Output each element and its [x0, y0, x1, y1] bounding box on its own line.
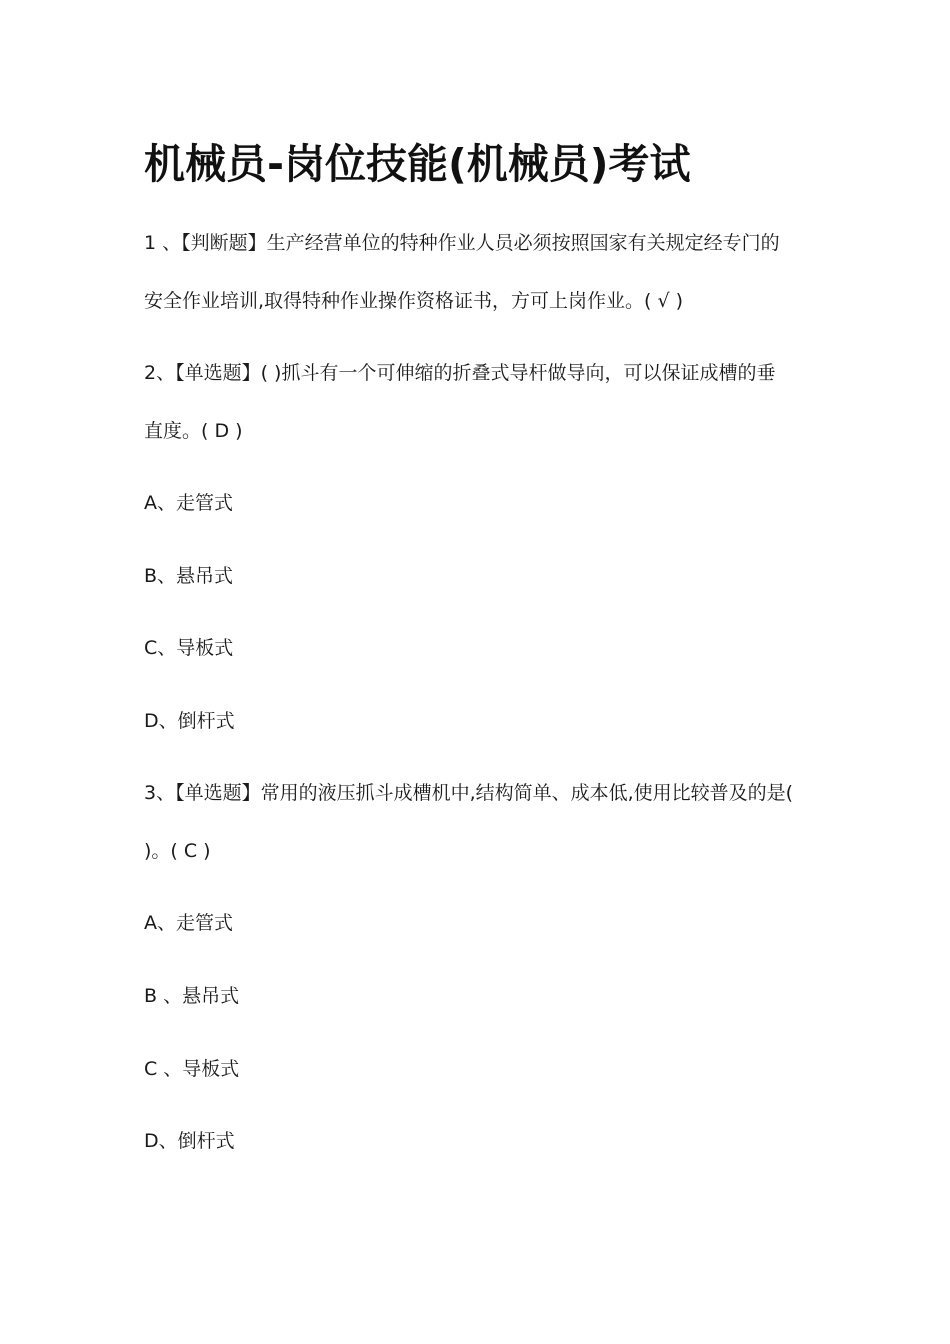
- question-1-text-line-1: 1 、【判断题】生产经营单位的特种作业人员必须按照国家有关规定经专门的: [144, 232, 780, 254]
- question-3-text-line-1: 3、【单选题】常用的液压抓斗成槽机中,结构简单、成本低,使用比较普及的是(: [144, 782, 794, 804]
- document-title: 机械员-岗位技能(机械员)考试: [144, 140, 691, 188]
- question-2-option-c: C、导板式: [144, 637, 234, 659]
- question-2-option-d: D、倒杆式: [144, 710, 235, 732]
- question-2-option-b: B、悬吊式: [144, 565, 234, 587]
- question-3-option-d: D、倒杆式: [144, 1130, 235, 1152]
- question-3-option-c: C 、导板式: [144, 1058, 240, 1080]
- question-3-option-b: B 、悬吊式: [144, 985, 240, 1007]
- question-3-option-a: A、走管式: [144, 912, 233, 934]
- question-2-option-a: A、走管式: [144, 492, 233, 514]
- question-1-text-line-2: 安全作业培训,取得特种作业操作资格证书，方可上岗作业。( √ ): [144, 290, 684, 312]
- question-2-text-line-1: 2、【单选题】( )抓斗有一个可伸缩的折叠式导杆做导向，可以保证成槽的垂: [144, 362, 776, 384]
- question-2-text-line-2: 直度。( D ): [144, 420, 243, 442]
- question-3-text-line-2: )。( C ): [144, 840, 211, 862]
